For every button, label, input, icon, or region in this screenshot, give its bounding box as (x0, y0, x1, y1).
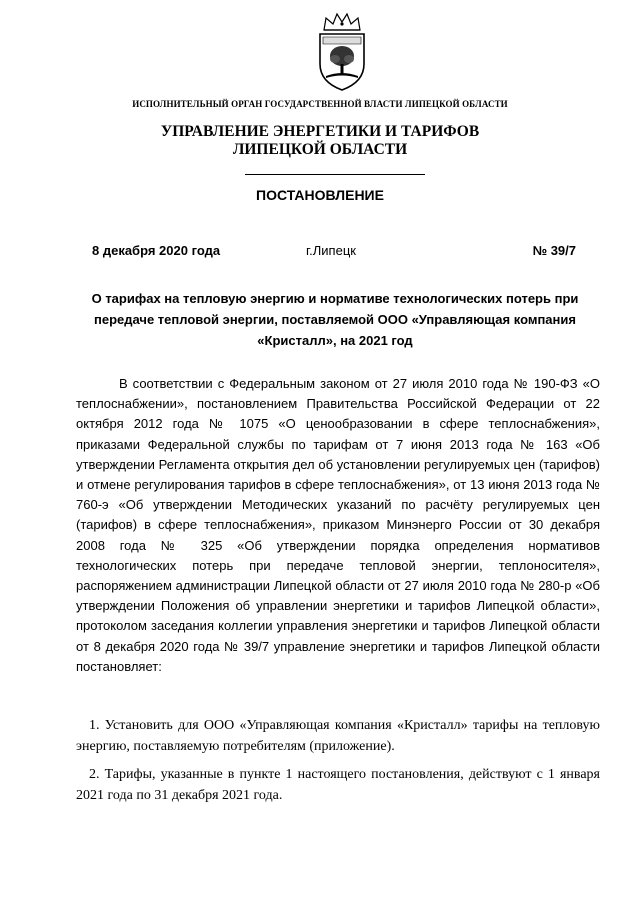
preamble-paragraph: В соответствии с Федеральным законом от 27 июля 2010 года № 190-ФЗ «О теплоснабжении», постановлением Правительства Российской Федерации от 22 октября 2012 года № 1075 «О ценообразовании в сфере теплоснабжения», приказами Федеральной службы по тарифам от 7 июня 2013 года № 163 «Об утверждении Регламента открытия дел об установлении регулируемых цен (тарифов) и отмене регулирования тарифов в сфере теплоснабжения», от 13 июня 2013 года № 760-э «Об утверждении Методических указаний по расчёту регулируемых цен (тарифов) в сфере теплоснабжения», приказом Минэнерго России от 30 декабря 2008 года № 325 «Об утверждении порядка определения нормативов технологических потерь при передаче тепловой энергии, теплоносителя», распоряжением администрации Липецкой области от 27 июля 2010 года № 280-р «Об утверждении Положения об управлении энергетики и тарифов Липецкой области», протоколом заседания коллегии управления энергетики и тарифов Липецкой области от 8 декабря 2020 года № 39/7 управление энергетики и тарифов Липецкой области постановляет: (76, 376, 600, 674)
agency-title (0, 123, 640, 159)
agency-title-line: УПРАВЛЕНИЕ ЭНЕРГЕТИКИ И ТАРИФОВ (160, 123, 480, 140)
document-city: г.Липецк (306, 243, 356, 258)
document-subject: О тарифах на тепловую энергию и нормативе технологических потерь при передаче тепловой энергии, поставляемой ООО «Управляющая компания «Кристалл», на 2021 год (91, 291, 579, 348)
header-divider (245, 174, 425, 175)
issuing-authority: ИСПОЛНИТЕЛЬНЫЙ ОРГАН ГОСУДАРСТВЕННОЙ ВЛАСТИ ЛИПЕЦКОЙ ОБЛАСТИ (132, 99, 508, 109)
clause-1: 1. Установить для ООО «Управляющая компания «Кристалл» тарифы на тепловую энергию, поставляемую потребителям (приложение). (76, 718, 600, 754)
document-number: № 39/7 (532, 243, 576, 258)
document-date: 8 декабря 2020 года (92, 243, 221, 258)
document-type: ПОСТАНОВЛЕНИЕ (256, 187, 384, 203)
agency-title-line: ЛИПЕЦКОЙ ОБЛАСТИ (232, 141, 408, 158)
clause-2: 2. Тарифы, указанные в пункте 1 настоящего постановления, действуют с 1 января 2021 года по 31 декабря 2021 года. (76, 767, 600, 803)
coat-of-arms-icon (314, 12, 370, 92)
